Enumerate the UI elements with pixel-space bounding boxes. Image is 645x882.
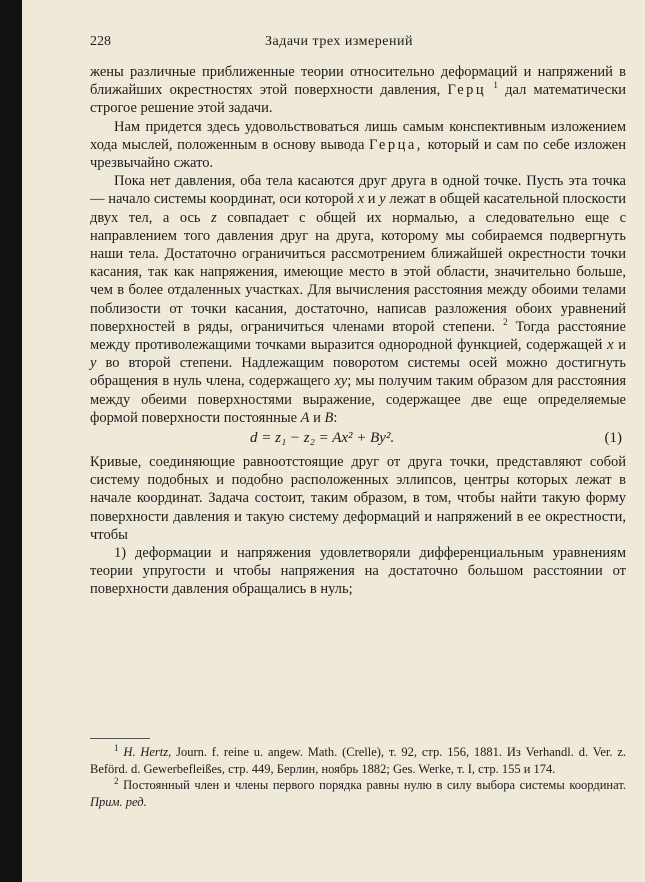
footnote-ref-1: 1 — [493, 80, 498, 91]
footnote-divider — [90, 738, 150, 739]
paragraph-2: Нам придется здесь удовольствоваться лишь самым конспективным изложением хода мыслей, положенным в основу вывода Герца, который и сам по себе изложен чрезвычайно сжато. — [90, 118, 627, 172]
footnote-1: $^1$ H. Hertz, Journ. f. reine u. angew. Math. (Crelle), т. 92, стр. 156, 1881. Из Verhandl. d. Ver. z. Beförd. d. Gewerbefleißes, стр. 449, Берлин, ноябрь 1882; Ges. Werke, т. I, стр. 155 и 174. — [90, 742, 627, 776]
equation-expression: d = z₁ − z₂ = Ax² + By². — [250, 430, 395, 447]
equation-number: (1) — [604, 430, 622, 447]
page-header — [90, 34, 623, 54]
equation-1 — [90, 429, 626, 451]
footnotes — [90, 744, 626, 810]
paragraph-3: Пока нет давления, оба тела касаются друг друга в одной точке. Пусть эта точка — начало системы координат, оси которой x и y лежат в общей касательной плоскости двух тел, а ось z совпадает с общей их нормалью, а следовательно еще с направлением того давления друг на друга, которому мы собираемся подвергнуть наши тела. Достаточно ограничиться рассмотрением ближайшей окрестности точки касания, так как напряжения, имеющие место в этой области, значительно больше, чем в более отдаленных участках. Для вычисления расстояния между обоими телами поблизости от точки касания, достаточно, написав разложения обоих уравнений поверхностей в ряды, ограничиться членами второй степени. $^2$ Тогда расстояние между противолежащими точками выразится однородной функцией, содержащей x и y во второй степени. Надлежащим поворотом системы осей можно достигнуть обращения в нуль члена, содержащего xy; мы получим таким образом для расстояния между обеими поверхностями выражение, содержащее две еще определяемые формой поверхности постоянные A и B: — [90, 173, 627, 426]
paragraph-4: Кривые, соединяющие равноотстоящие друг от друга точки, представляют собой систему подобных и подобно расположенных эллипсов, центры которых лежат в начале координат. Задача состоит, таким образом, в том, чтобы найти такую форму поверхности давления и такую систему деформаций и напряжений в ее окрестности, чтобы — [90, 454, 626, 543]
footnote-ref-2: 2 — [503, 317, 508, 328]
paragraph-1: жены различные приближенные теории относительно деформаций и напряжений в ближайших окрестностях этой поверхности давления, Герц $^1$ дал математически строгое решение этой задачи. — [90, 64, 627, 117]
book-page — [22, 0, 645, 882]
author-name-hertz: Герц — [447, 82, 487, 99]
page-number: 228 — [90, 34, 111, 49]
running-title: Задачи трех измерений — [265, 34, 413, 49]
paragraph-5: 1) деформации и напряжения удовлетворяли дифференциальным уравнениям теории упругости и чтобы напряжения на достаточно большом расстоянии от поверхности давления обращались в нуль; — [90, 545, 626, 598]
author-name-hertz-2: Герца, — [369, 136, 423, 153]
main-text — [90, 63, 626, 599]
footnote-2: $^2$ Постоянный член и члены первого порядка равны нулю в силу выбора системы координат. Прим. ред. — [90, 775, 626, 809]
